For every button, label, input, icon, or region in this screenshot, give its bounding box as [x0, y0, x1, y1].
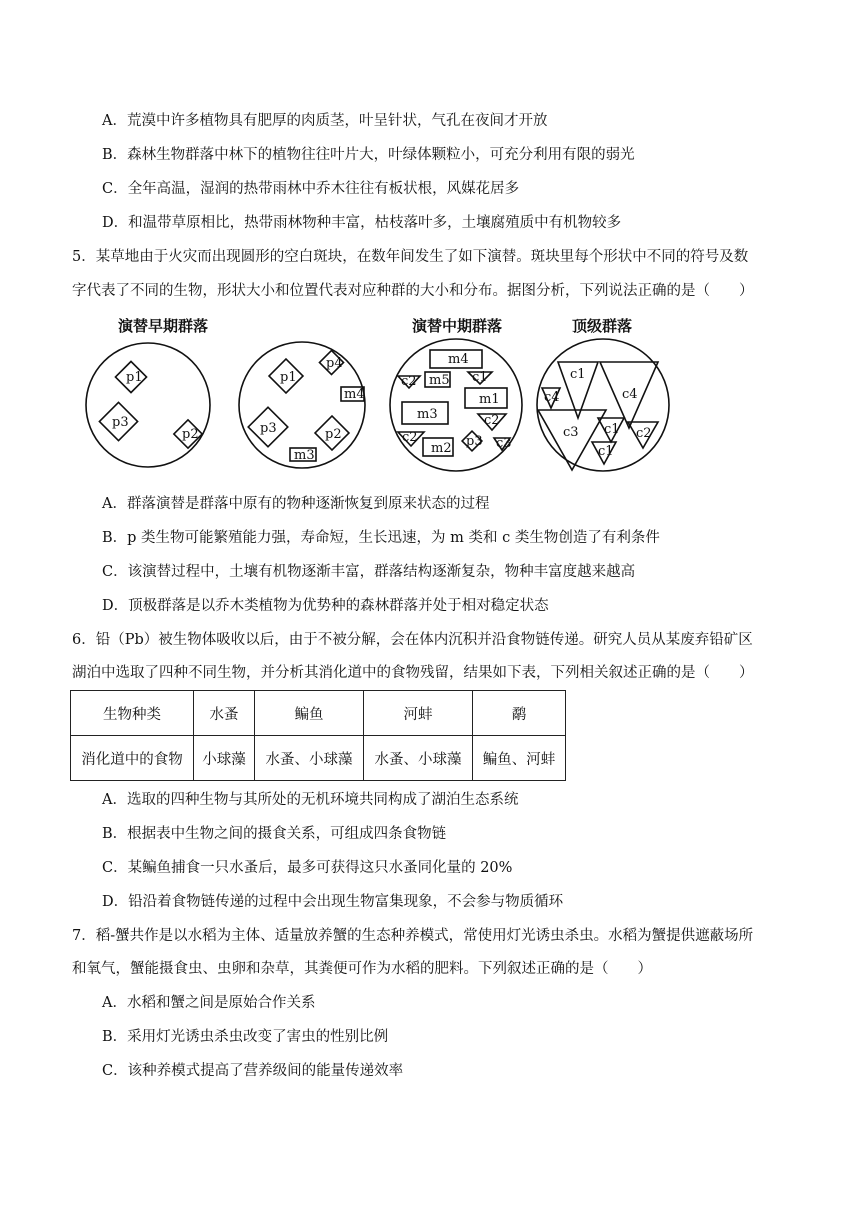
label-c2a: c2 [401, 374, 417, 389]
label-m4: m4 [344, 387, 365, 402]
table-cell: 水蚤、小球藻 [255, 736, 364, 781]
label-m4-mid: m4 [448, 352, 469, 367]
table-header-cell: 生物种类 [71, 691, 194, 736]
succession-figure [82, 318, 782, 474]
q5-option-a: A．群落演替是群落中原有的物种逐渐恢复到原来状态的过程 [102, 496, 490, 512]
table-cell: 鳊鱼、河蚌 [473, 736, 566, 781]
label-c3-climax: c3 [563, 425, 579, 440]
label-c2b: c2 [484, 413, 500, 428]
table-header-cell: 水蚤 [194, 691, 255, 736]
circle-early-1 [86, 343, 210, 467]
table-cell: 小球藻 [194, 736, 255, 781]
label-c3-mid: c3 [496, 436, 512, 451]
q6-option-d: D．铅沿着食物链传递的过程中会出现生物富集现象，不会参与物质循环 [102, 894, 564, 910]
label-p1: p1 [126, 370, 143, 385]
q4-option-b: B．森林生物群落中林下的植物往往叶片大，叶绿体颗粒小，可充分利用有限的弱光 [102, 147, 635, 163]
q7-option-b: B．采用灯光诱虫杀虫改变了害虫的性别比例 [102, 1029, 389, 1045]
q4-option-d: D．和温带草原相比，热带雨林物种丰富，枯枝落叶多，土壤腐殖质中有机物较多 [102, 215, 622, 231]
label-p2: p2 [182, 427, 199, 442]
label-c1b: c1 [604, 422, 620, 437]
table-header-cell: 鳊鱼 [255, 691, 364, 736]
q7-option-c: C．该种养模式提高了营养级间的能量传递效率 [102, 1063, 404, 1079]
label-c1-climax: c1 [570, 367, 586, 382]
label-m3-mid: m3 [417, 407, 438, 422]
label-m3: m3 [294, 448, 315, 463]
label-m5: m5 [429, 373, 450, 388]
q6-option-c: C．某鳊鱼捕食一只水蚤后，最多可获得这只水蚤同化量的 20% [102, 860, 513, 876]
q6-option-b: B．根据表中生物之间的摄食关系，可组成四条食物链 [102, 826, 447, 842]
q4-option-a: A．荒漠中许多植物具有肥厚的肉质茎，叶呈针状，气孔在夜间才开放 [102, 113, 548, 129]
q5-option-c: C．该演替过程中，土壤有机物逐渐丰富，群落结构逐渐复杂，物种丰富度越来越高 [102, 564, 636, 580]
food-table [70, 690, 566, 781]
q7-stem-line1: 7．稻-蟹共作是以水稻为主体、适量放养蟹的生态种养模式，常使用灯光诱虫杀虫。水稻为蟹提供遮蔽场所 [72, 928, 754, 944]
title-mid: 演替中期群落 [412, 318, 503, 335]
q5-stem-line1: 5．某草地由于火灾而出现圆形的空白斑块，在数年间发生了如下演替。斑块里每个形状中不同的符号及数 [72, 249, 749, 265]
label-p3b: p3 [260, 421, 277, 436]
table-cell: 消化道中的食物 [71, 736, 194, 781]
label-c2-climax: c2 [636, 426, 652, 441]
title-climax: 顶级群落 [572, 318, 633, 335]
label-p4: p4 [326, 356, 343, 371]
title-early: 演替早期群落 [118, 318, 209, 335]
table-cell: 水蚤、小球藻 [364, 736, 473, 781]
label-p2b: p2 [325, 427, 342, 442]
q6-stem-line2: 湖泊中选取了四种不同生物，并分析其消化道中的食物残留，结果如下表，下列相关叙述正确的是（ ） [72, 665, 754, 681]
q5-option-b: B．p 类生物可能繁殖能力强，寿命短，生长迅速，为 m 类和 c 类生物创造了有利条件 [102, 530, 660, 546]
q7-stem-line2: 和氧气，蟹能摄食虫、虫卵和杂草，其粪便可作为水稻的肥料。下列叙述正确的是（ ） [72, 961, 652, 977]
table-row [71, 736, 566, 781]
label-c1a: c1 [472, 370, 488, 385]
label-p3-mid: p3 [466, 434, 483, 449]
label-p3: p3 [112, 415, 129, 430]
label-m1: m1 [479, 392, 500, 407]
table-header-cell: 河蚌 [364, 691, 473, 736]
q5-stem-line2: 字代表了不同的生物，形状大小和位置代表对应种群的大小和分布。据图分析，下列说法正确的是（ ） [72, 283, 754, 299]
label-m2: m2 [431, 441, 452, 456]
q6-stem-line1: 6．铅（Pb）被生物体吸收以后，由于不被分解，会在体内沉积并沿食物链传递。研究人员从某废弃铅矿区 [72, 632, 753, 648]
q7-option-a: A．水稻和蟹之间是原始合作关系 [102, 995, 316, 1011]
label-c1c: c1 [598, 444, 614, 459]
table-header-cell: 鹬 [473, 691, 566, 736]
q6-option-a: A．选取的四种生物与其所处的无机环境共同构成了湖泊生态系统 [102, 792, 519, 808]
shape-c3-climax [538, 410, 606, 470]
label-c4-large: c4 [622, 387, 638, 402]
label-c4-small: c4 [544, 390, 560, 405]
q5-option-d: D．顶极群落是以乔木类植物为优势种的森林群落并处于相对稳定状态 [102, 598, 549, 614]
label-p1b: p1 [280, 370, 297, 385]
q4-option-c: C．全年高温，湿润的热带雨林中乔木往往有板状根，风媒花居多 [102, 181, 520, 197]
table-row [71, 691, 566, 736]
label-c2c: c2 [402, 430, 418, 445]
